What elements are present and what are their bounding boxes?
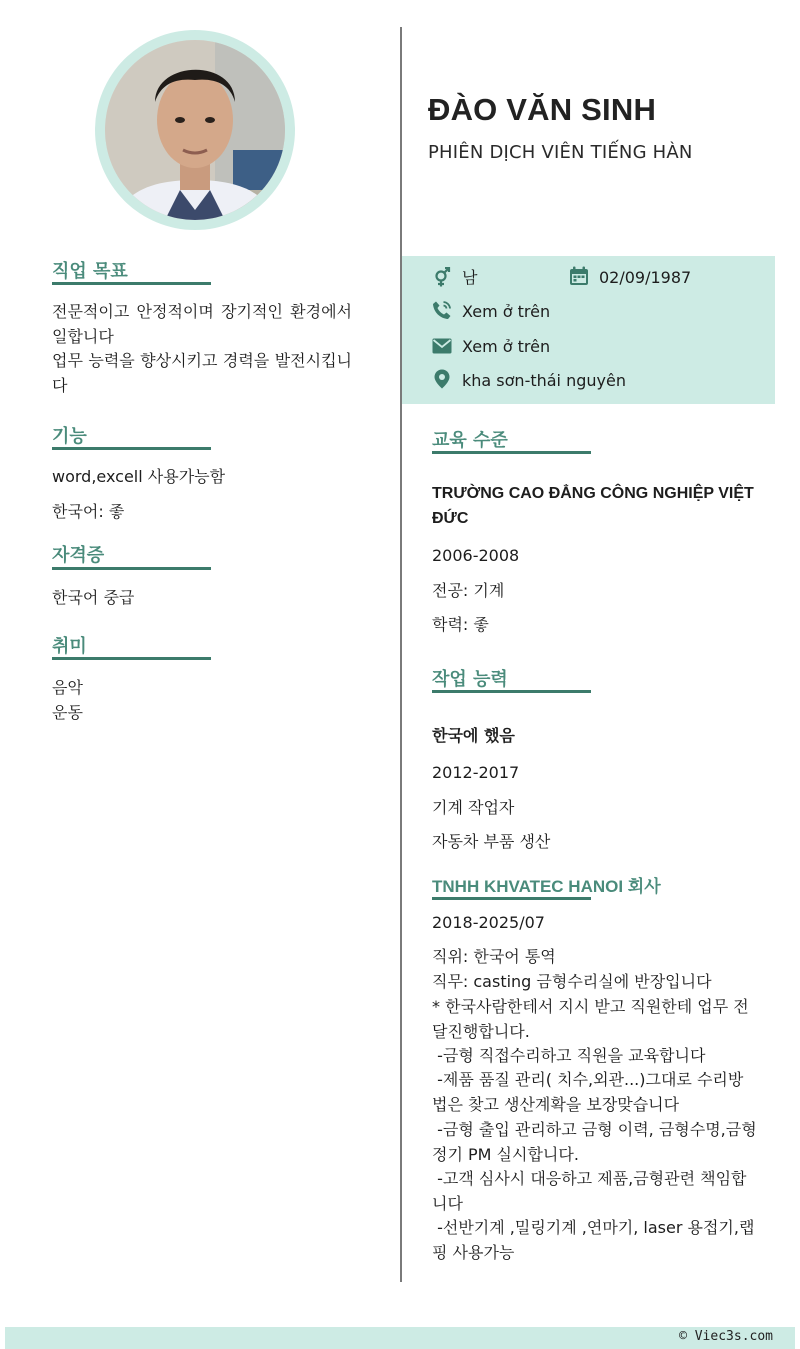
- column-divider: [400, 27, 402, 1282]
- job-2-line-5: -제품 품질 관리( 치수,외관...)그대로 수리방법은 찾고 생산계확을 보장맞습니다: [432, 1070, 744, 1114]
- certificates-underline: [52, 567, 211, 570]
- job-2-line-6: -금형 출입 관리하고 금형 이력, 금형수명,금형 정기 PM 실시합니다.: [432, 1120, 762, 1164]
- education-school: TRƯỜNG CAO ĐẲNG CÔNG NGHIỆP VIỆT ĐỨC: [432, 485, 754, 527]
- candidate-name: ĐÀO VĂN SINH: [428, 92, 657, 127]
- skills-underline: [52, 447, 211, 450]
- skills-heading: 기능: [52, 426, 87, 447]
- email-icon: [432, 336, 452, 356]
- gender-value: 남: [462, 268, 478, 287]
- objective-heading: 직업 목표: [52, 261, 128, 282]
- job-1-line-2: 자동차 부품 생산: [432, 832, 551, 851]
- phone-icon: [432, 300, 452, 320]
- education-period: 2006-2008: [432, 546, 520, 565]
- location-pin-icon: [432, 369, 452, 389]
- address-value: kha sơn-thái nguyên: [462, 371, 626, 390]
- hobby-item-2: 운동: [52, 703, 83, 722]
- footer-copyright: © Viec3s.com: [679, 1329, 773, 1344]
- certificate-item-1: 한국어 중급: [52, 588, 135, 607]
- objective-line-1: 전문적이고 안정적이며 장기적인 환경에서 일합니다: [52, 302, 352, 346]
- gender-icon: [432, 267, 452, 287]
- skill-item-1: word,excell 사용가능함: [52, 467, 226, 486]
- job-2-line-3: * 한국사람한테서 지시 받고 직원한테 업무 전달진행합니다.: [432, 997, 749, 1041]
- skill-item-2: 한국어: 좋: [52, 502, 125, 521]
- calendar-icon: [569, 266, 589, 286]
- footer-bar: [5, 1327, 795, 1349]
- job-2-company: TNHH KHVATEC HANOI 회사: [432, 877, 661, 896]
- job-1-period: 2012-2017: [432, 763, 520, 782]
- job-2-period: 2018-2025/07: [432, 913, 545, 932]
- hobbies-underline: [52, 657, 211, 660]
- hobby-item-1: 음악: [52, 678, 83, 697]
- avatar: [95, 30, 295, 230]
- hobbies-heading: 취미: [52, 636, 87, 657]
- education-underline: [432, 451, 591, 454]
- job-2-line-2: 직무: casting 금형수리실에 반장입니다: [432, 972, 712, 991]
- candidate-title: PHIÊN DỊCH VIÊN TIẾNG HÀN: [428, 142, 693, 163]
- experience-heading: 작업 능력: [432, 669, 508, 690]
- job-2-line-7: -고객 심사시 대응하고 제품,금형관련 책임합니다: [432, 1169, 747, 1213]
- job-1-company: 한국에 했음: [432, 726, 515, 745]
- contact-panel: [402, 256, 775, 404]
- job-1-line-1: 기계 작업자: [432, 798, 515, 817]
- job-2-line-4: -금형 직접수리하고 직원을 교육합니다: [432, 1046, 706, 1065]
- education-heading: 교육 수준: [432, 430, 508, 451]
- education-major: 전공: 기계: [432, 581, 505, 600]
- phone-value: Xem ở trên: [462, 302, 551, 321]
- job-2-line-1: 직위: 한국어 통역: [432, 947, 556, 966]
- birthday-value: 02/09/1987: [599, 268, 692, 287]
- certificates-heading: 자격증: [52, 545, 105, 566]
- objective-line-2: 업무 능력을 향상시키고 경력을 발전시킵니다: [52, 351, 352, 395]
- job-2-line-8: -선반기계 ,밀링기계 ,연마기, laser 용접기,랩핑 사용가능: [432, 1218, 755, 1262]
- education-grade: 학력: 좋: [432, 615, 489, 634]
- objective-underline: [52, 282, 211, 285]
- job-2-underline: [432, 897, 591, 900]
- profile-photo: [105, 40, 285, 220]
- email-value: Xem ở trên: [462, 337, 551, 356]
- experience-underline: [432, 690, 591, 693]
